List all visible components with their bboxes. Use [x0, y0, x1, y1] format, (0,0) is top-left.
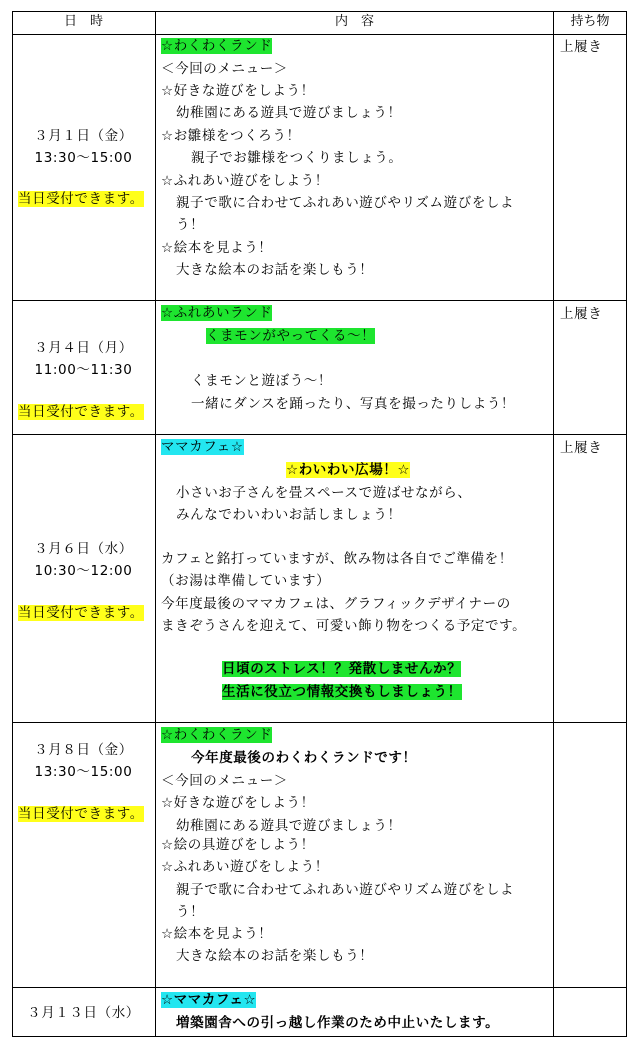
content-line: （お湯は準備しています）: [161, 573, 331, 589]
event-time: 11:00～11:30: [34, 362, 133, 378]
items-to-bring: 上履き: [560, 440, 603, 456]
items-to-bring: 上履き: [560, 306, 603, 322]
table-header-divider: [12, 34, 627, 35]
content-line: う！: [176, 217, 205, 233]
event-date: ３月１３日（水）: [27, 1005, 140, 1021]
row-divider: [12, 300, 627, 301]
walk-in-note: 当日受付できます。: [18, 806, 144, 822]
table-border-top: [12, 11, 627, 12]
header-date-time: 日 時: [63, 14, 103, 29]
items-to-bring: 上履き: [560, 39, 603, 55]
row-divider: [12, 722, 627, 723]
content-line: ☆ふれあい遊びをしよう！: [161, 859, 329, 875]
event-date: ３月８日（金）: [34, 742, 133, 758]
content-line: ☆ふれあい遊びをしよう！: [161, 173, 329, 189]
walk-in-note: 当日受付できます。: [18, 404, 144, 420]
content-line: 今年度最後のママカフェは、グラフィックデザイナーの: [161, 596, 511, 612]
walk-in-note: 当日受付できます。: [18, 605, 144, 621]
event-title: ☆ママカフェ☆: [161, 992, 257, 1008]
content-line: ☆お雛様をつくろう！: [161, 128, 301, 144]
event-title: ☆わくわくランド: [161, 727, 273, 743]
content-line: 幼稚園にある遊具で遊びましょう！: [176, 105, 402, 121]
walk-in-note: 当日受付できます。: [18, 191, 144, 207]
content-line: ☆絵本を見よう！: [161, 926, 273, 942]
content-line: くまモンと遊ぼう～！: [191, 373, 332, 389]
content-line: ☆好きな遊びをしよう！: [161, 83, 315, 99]
content-line: 一緒にダンスを踊ったり、写真を撮ったりしよう！: [191, 396, 516, 412]
table-border-bottom: [12, 1036, 627, 1037]
event-title: ☆わくわくランド: [161, 38, 273, 54]
content-line: 親子で歌に合わせてふれあい遊びやリズム遊びをしよ: [176, 882, 515, 898]
column-divider: [155, 11, 156, 1037]
event-time: 13:30～15:00: [34, 150, 133, 166]
event-date: ３月１日（金）: [34, 128, 133, 144]
header-items: 持ち物: [570, 14, 610, 29]
content-line: 幼稚園にある遊具で遊びましょう！: [176, 818, 402, 834]
content-line: ☆絵本を見よう！: [161, 240, 273, 256]
content-line: 今年度最後のわくわくランドです！: [191, 750, 417, 766]
content-line: ☆絵の具遊びをしよう！: [161, 837, 315, 853]
content-line: ＜今回のメニュー＞: [161, 61, 288, 77]
content-line: 日頃のストレス！？発散しませんか？: [222, 661, 462, 677]
event-date: ３月６日（水）: [34, 541, 133, 557]
content-line: まきぞうさんを迎えて、可愛い飾り物をつくる予定です。: [161, 618, 527, 634]
cancellation-notice: 増築園舎への引っ越し作業のため中止いたします。: [176, 1015, 500, 1031]
content-line: 大きな絵本のお話を楽しもう！: [176, 262, 374, 278]
table-border-right: [626, 11, 627, 1037]
event-time: 13:30～15:00: [34, 764, 133, 780]
event-title: ママカフェ☆: [161, 439, 244, 455]
header-content: 内 容: [334, 14, 374, 29]
content-line: 小さいお子さんを畳スペースで遊ばせながら、: [176, 485, 472, 501]
content-line: 大きな絵本のお話を楽しもう！: [176, 948, 374, 964]
content-line: 親子でお雛様をつくりましょう。: [191, 150, 403, 166]
content-line: う！: [176, 904, 205, 920]
event-time: 10:30～12:00: [34, 563, 133, 579]
content-line: くまモンがやってくる～！: [206, 328, 376, 344]
event-date: ３月４日（月）: [34, 340, 133, 356]
content-line: ☆好きな遊びをしよう！: [161, 795, 315, 811]
column-divider: [553, 11, 554, 1037]
row-divider: [12, 434, 627, 435]
content-line: みんなでわいわいお話しましょう！: [176, 507, 402, 523]
content-line: 親子で歌に合わせてふれあい遊びやリズム遊びをしよ: [176, 195, 515, 211]
content-line: ＜今回のメニュー＞: [161, 773, 288, 789]
event-subtitle: ☆わいわい広場！☆: [286, 462, 411, 478]
content-line: 生活に役立つ情報交換もしましょう！: [222, 684, 462, 700]
event-title: ☆ふれあいランド: [161, 305, 273, 321]
content-line: カフェと銘打っていますが、飲み物は各自でご準備を！: [161, 551, 513, 567]
row-divider: [12, 987, 627, 988]
